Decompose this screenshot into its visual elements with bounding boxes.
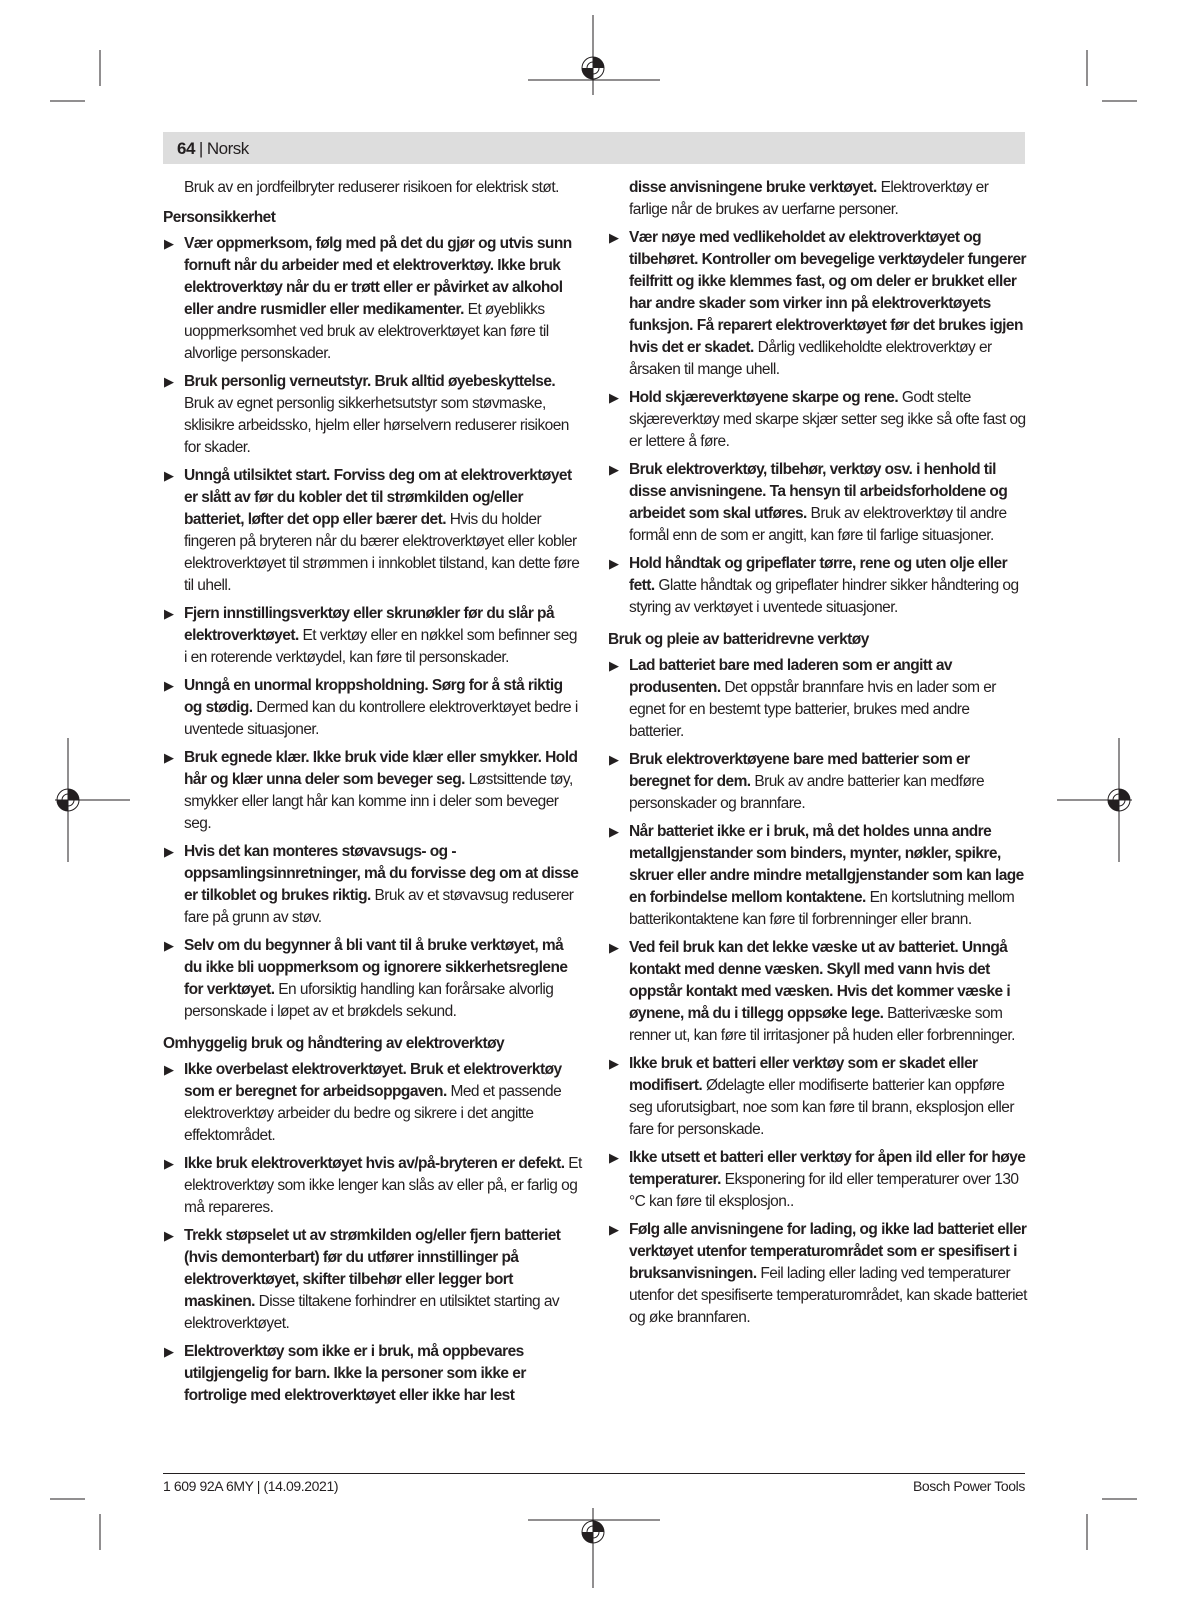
bullet-arrow-icon: ▶ bbox=[164, 468, 174, 483]
bullet-arrow-icon: ▶ bbox=[609, 1150, 619, 1165]
list-item bbox=[163, 841, 583, 929]
bullet-arrow-icon: ▶ bbox=[164, 236, 174, 251]
item-normal-text: Bruk av et støvavsug reduserer fare på grunn av støv. bbox=[184, 887, 574, 926]
item-normal-text: Bruk av andre batterier kan medføre personskader og brannfare. bbox=[629, 773, 985, 812]
list-item bbox=[608, 387, 1028, 453]
right-column bbox=[608, 177, 1028, 1335]
item-bold-text: Når batteriet ikke er i bruk, må det holdes unna andre metallgjenstander som binders, mynter, nøkler, spikre, skruer eller andre mindre metallgjenstander som kan lage en forbindelse mellom kontaktene. bbox=[629, 823, 1024, 906]
continuation-text: Elektroverktøy er farlige når de brukes av uerfarne personer. bbox=[629, 179, 989, 218]
item-bold-text: Vær oppmerksom, følg med på det du gjør og utvis sunn fornuft når du arbeider med et elektroverktøy. Ikke bruk elektroverktøy når du er trøtt eller er påvirket av alkohol eller andre rusmidler eller medikamenter. bbox=[184, 235, 572, 318]
item-bold-text: Unngå utilsiktet start. Forviss deg om at elektroverktøyet er slått av før du kobler det til strømkilden og/eller batteriet, løfter det opp eller bærer det. bbox=[184, 467, 572, 528]
item-normal-text: Et øyeblikks uoppmerksomhet ved bruk av elektroverktøyet kan føre til alvorlige personskader. bbox=[184, 301, 549, 362]
item-normal-text: Med et passende elektroverktøy arbeider du bedre og sikrere i det angitte effektområdet. bbox=[184, 1083, 562, 1144]
item-bold-text: Bruk elektroverktøyene bare med batterier som er beregnet for dem. bbox=[629, 751, 970, 790]
bullet-arrow-icon: ▶ bbox=[164, 750, 174, 765]
list-item bbox=[163, 233, 583, 365]
item-bold-text: Hold håndtak og gripeflater tørre, rene og uten olje eller fett. bbox=[629, 555, 1008, 594]
continuation-paragraph bbox=[608, 177, 1028, 221]
list-item bbox=[163, 465, 583, 597]
item-bold-text: Ikke bruk elektroverktøyet hvis av/på-bryteren er defekt. bbox=[184, 1155, 565, 1172]
item-normal-text: Eksponering for ild eller temperaturer over 130 °C kan føre til eksplosjon.. bbox=[629, 1171, 1019, 1210]
item-bold-text: Bruk egnede klær. Ikke bruk vide klær eller smykker. Hold hår og klær unna deler som beveger seg. bbox=[184, 749, 578, 788]
item-normal-text: Det oppstår brannfare hvis en lader som er egnet for en bestemt type batterier, brukes med andre batterier. bbox=[629, 679, 996, 740]
bullet-arrow-icon: ▶ bbox=[164, 1062, 174, 1077]
list-careful-use-continued bbox=[608, 227, 1028, 619]
document-code: 1 609 92A 6MY | (14.09.2021) bbox=[163, 1478, 339, 1494]
bullet-arrow-icon: ▶ bbox=[164, 1228, 174, 1243]
bullet-arrow-icon: ▶ bbox=[609, 752, 619, 767]
bullet-arrow-icon: ▶ bbox=[609, 462, 619, 477]
list-item bbox=[608, 749, 1028, 815]
item-normal-text: Hvis du holder fingeren på bryteren når du bærer elektroverktøyet eller kobler elektroverktøyet til strømmen i innkoblet tilstand, kan dette føre til uhell. bbox=[184, 511, 580, 594]
bullet-arrow-icon: ▶ bbox=[164, 678, 174, 693]
list-item bbox=[608, 937, 1028, 1047]
item-normal-text: Bruk av elektroverktøy til andre formål enn de som er angitt, kan føre til farlige situasjoner. bbox=[629, 505, 1007, 544]
list-item bbox=[163, 747, 583, 835]
item-normal-text: Bruk av egnet personlig sikkerhetsutstyr som støvmaske, sklisikre arbeidssko, hjelm eller hørselvern reduserer risikoen for skader. bbox=[184, 395, 569, 456]
item-normal-text: Dermed kan du kontrollere elektroverktøyet bedre i uventede situasjoner. bbox=[184, 699, 578, 738]
bullet-arrow-icon: ▶ bbox=[609, 390, 619, 405]
bullet-arrow-icon: ▶ bbox=[609, 940, 619, 955]
bullet-arrow-icon: ▶ bbox=[609, 1222, 619, 1237]
list-item bbox=[163, 371, 583, 459]
item-bold-text: Lad batteriet bare med laderen som er angitt av produsenten. bbox=[629, 657, 953, 696]
section-heading-personal-safety: Personsikkerhet bbox=[163, 209, 276, 226]
item-bold-text: Bruk elektroverktøy, tilbehør, verktøy osv. i henhold til disse anvisningene. Ta hensyn til arbeidsforholdene og arbeidet som skal utføres. bbox=[629, 461, 1008, 522]
item-bold-text: Vær nøye med vedlikeholdet av elektroverktøyet og tilbehøret. Kontroller om bevegelige verktøydeler fungerer feilfritt og ikke klemmes fast, og om deler er brukket eller har andre skader som virker inn på elektroverktøyets funksjon. Få reparert elektroverktøyet før det brukes igjen hvis det er skadet. bbox=[629, 229, 1027, 356]
item-normal-text: Feil lading eller lading ved temperaturer utenfor det spesifiserte temperaturområdet, kan skade batteriet og øke brannfaren. bbox=[629, 1265, 1027, 1326]
continuation-bold: disse anvisningene bruke verktøyet. bbox=[629, 179, 877, 196]
list-item bbox=[163, 1225, 583, 1335]
bullet-arrow-icon: ▶ bbox=[609, 230, 619, 245]
list-item bbox=[608, 227, 1028, 381]
section-heading-battery-tools: Bruk og pleie av batteridrevne verktøy bbox=[608, 631, 869, 648]
bullet-arrow-icon: ▶ bbox=[164, 606, 174, 621]
item-normal-text: En kortslutning mellom batterikontaktene kan føre til forbrenninger eller brann. bbox=[629, 889, 1015, 928]
footer-brand: Bosch Power Tools bbox=[912, 1478, 1025, 1494]
item-normal-text: Løstsittende tøy, smykker eller langt hår kan komme inn i deler som beveger seg. bbox=[184, 771, 573, 832]
item-bold-text: Følg alle anvisningene for lading, og ikke lad batteriet eller verktøyet utenfor temperaturområdet som er spesifisert i bruksanvisningen. bbox=[629, 1221, 1027, 1282]
item-bold-text: Elektroverktøy som ikke er i bruk, må oppbevares utilgjengelig for barn. Ikke la personer som ikke er fortrolige med elektroverktøyet eller ikke har lest bbox=[184, 1343, 526, 1404]
section-heading-careful-use: Omhyggelig bruk og håndtering av elektroverktøy bbox=[163, 1035, 505, 1052]
item-bold-text: Selv om du begynner å bli vant til å bruke verktøyet, må du ikke bli uoppmerksom og ignorere sikkerhetsreglene for verktøyet. bbox=[184, 937, 568, 998]
list-item bbox=[608, 1147, 1028, 1213]
bullet-arrow-icon: ▶ bbox=[609, 1056, 619, 1071]
list-item bbox=[163, 1059, 583, 1147]
list-item bbox=[608, 553, 1028, 619]
bullet-arrow-icon: ▶ bbox=[164, 374, 174, 389]
list-item bbox=[163, 1341, 583, 1407]
bullet-arrow-icon: ▶ bbox=[164, 1344, 174, 1359]
bullet-arrow-icon: ▶ bbox=[164, 844, 174, 859]
bullet-arrow-icon: ▶ bbox=[609, 824, 619, 839]
item-bold-text: Trekk støpselet ut av strømkilden og/eller fjern batteriet (hvis demonterbart) før du utfører innstillinger på elektroverktøyet, skifter tilbehør eller legger bort maskinen. bbox=[184, 1227, 561, 1310]
bullet-arrow-icon: ▶ bbox=[609, 556, 619, 571]
item-normal-text: En uforsiktig handling kan forårsake alvorlig personskade i løpet av et brøkdels sekund. bbox=[184, 981, 554, 1020]
item-normal-text: Et verktøy eller en nøkkel som befinner seg i en roterende verktøydel, kan føre til personskader. bbox=[184, 627, 577, 666]
item-normal-text: Batterivæske som renner ut, kan føre til irritasjoner på huden eller forbrenninger. bbox=[629, 1005, 1015, 1044]
item-bold-text: Ikke overbelast elektroverktøyet. Bruk et elektroverktøy som er beregnet for arbeidsoppgaven. bbox=[184, 1061, 562, 1100]
item-bold-text: Bruk personlig verneutstyr. Bruk alltid øyebeskyttelse. bbox=[184, 373, 556, 390]
item-bold-text: Ikke bruk et batteri eller verktøy som er skadet eller modifisert. bbox=[629, 1055, 978, 1094]
bullet-arrow-icon: ▶ bbox=[164, 1156, 174, 1171]
list-item bbox=[608, 1219, 1028, 1329]
item-bold-text: Ikke utsett et batteri eller verktøy for åpen ild eller for høye temperaturer. bbox=[629, 1149, 1026, 1188]
item-bold-text: Unngå en unormal kroppsholdning. Sørg for å stå riktig og stødig. bbox=[184, 677, 563, 716]
bullet-arrow-icon: ▶ bbox=[164, 938, 174, 953]
list-item bbox=[608, 655, 1028, 743]
list-item bbox=[608, 459, 1028, 547]
bullet-arrow-icon: ▶ bbox=[609, 658, 619, 673]
list-item bbox=[608, 821, 1028, 931]
item-normal-text: Ødelagte eller modifiserte batterier kan oppføre seg uforutsigbart, noe som kan føre til brann, eksplosjon eller fare for personskade. bbox=[629, 1077, 1014, 1138]
item-normal-text: Glatte håndtak og gripeflater hindrer sikker håndtering og styring av verktøyet i uventede situasjoner. bbox=[629, 577, 1019, 616]
page-header bbox=[163, 132, 1025, 164]
intro-paragraph: Bruk av en jordfeilbryter reduserer risikoen for elektrisk støt. bbox=[184, 179, 559, 196]
list-careful-use bbox=[163, 1059, 583, 1407]
list-item bbox=[163, 1153, 583, 1219]
left-column bbox=[163, 177, 583, 1413]
item-bold-text: Hold skjæreverktøyene skarpe og rene. bbox=[629, 389, 899, 406]
item-normal-text: Et elektroverktøy som ikke lenger kan slås av eller på, er farlig og må repareres. bbox=[184, 1155, 582, 1216]
page-footer bbox=[163, 1473, 1025, 1494]
list-item bbox=[163, 675, 583, 741]
list-item bbox=[608, 1053, 1028, 1141]
item-bold-text: Ved feil bruk kan det lekke væske ut av batteriet. Unngå kontakt med denne væsken. Skyll med vann hvis det oppstår kontakt med væsken. Hvis det kommer væske i øynene, må du i tillegg oppsøke lege. bbox=[629, 939, 1011, 1022]
header-separator: | bbox=[198, 139, 203, 158]
item-normal-text: Dårlig vedlikeholdte elektroverktøy er årsaken til mange uhell. bbox=[629, 339, 992, 378]
header-language: Norsk bbox=[206, 139, 249, 158]
list-personal-safety bbox=[163, 233, 583, 1023]
item-normal-text: Disse tiltakene forhindrer en utilsiktet starting av elektroverktøyet. bbox=[184, 1293, 560, 1332]
item-normal-text: Godt stelte skjæreverktøy med skarpe skjær setter seg ikke så ofte fast og er lettere å føre. bbox=[629, 389, 1026, 450]
list-item bbox=[163, 603, 583, 669]
item-bold-text: Fjern innstillingsverktøy eller skrunøkler før du slår på elektroverktøyet. bbox=[184, 605, 555, 644]
page-number: 64 bbox=[177, 139, 195, 158]
item-bold-text: Hvis det kan monteres støvavsugs- og -oppsamlingsinnretninger, må du forvisse deg om at disse er tilkoblet og brukes riktig. bbox=[184, 843, 579, 904]
list-battery-tools bbox=[608, 655, 1028, 1329]
list-item bbox=[163, 935, 583, 1023]
